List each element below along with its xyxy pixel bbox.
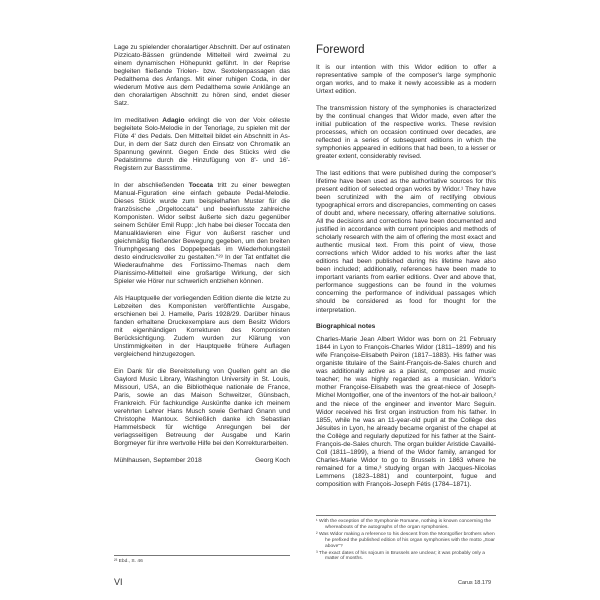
adagio-text: erklingt die von der Voix céleste begleitete Solo-Melodie in der Tenorlage, zu spielen mit der Flûte 4' des Pedals. Den Mittelteil bildet ein Abschnitt in As-Dur, in dem der Satz durch den Einsatz von Chromatik an Spannung gewinnt. Gegen Ende des Stücks wird die Pedalstimme durch die Hinzufügung von 8'- und 16'-Registern zur Bassstimme. bbox=[114, 116, 290, 173]
toccata-intro: In der abschließenden bbox=[114, 181, 189, 189]
left-column bbox=[114, 44, 290, 465]
left-paragraph-adagio bbox=[114, 117, 290, 173]
right-footnotes bbox=[316, 515, 496, 563]
adagio-title: Adagio bbox=[162, 116, 185, 124]
left-footnotes bbox=[114, 555, 290, 565]
left-paragraph-toccata bbox=[114, 182, 290, 287]
right-column bbox=[316, 44, 496, 498]
left-paragraph-sources: Als Hauptquelle der vorliegenden Edition diente die letzte zu Lebzeiten des Komponisten veröffentlichte Ausgabe, erschienen bei J. Hamelle, Paris 1928/29. Darüber hinaus fanden erhaltene Druckexemplare aus dem Besitz Widors mit eigenhändigen Korrekturen des Komponisten Berücksichtigung. Zudem wurden zur Klärung von Unstimmigkeiten in der Hauptquelle frühere Auflagen vergleichend hinzugezogen. bbox=[114, 295, 290, 359]
left-paragraph-1: Lage zu spielender choralartiger Abschnitt. Der auf ostinaten Pizzicato-Bässen gründende Mittelteil wird zweimal zu einem dynamischen Höhepunkt geführt. In der Reprise begleiten fließende Triolen- bzw. Sextolenpassagen das Pedalthema des Anfangs. Mit einer ruhigen Coda, in der wiederum Motive aus dem Pedalthema sowie Anklänge an den choralartigen Abschnitt zu hören sind, endet dieser Satz. bbox=[114, 44, 290, 108]
right-paragraph-biography: Charles-Marie Jean Albert Widor was born on 21 February 1844 in Lyon to François-Charles Widor (1811–1899) and his wife Françoise-Elisabeth Peiron (1817–1883). His father was organiste titulaire of the Saint-François-de-Sales church and was additionally active as a pianist, composer and music teacher; he was highly regarded as a musician. Widor's mother Françoise-Elisabeth was the great-niece of Joseph-Michel Montgolfier, one of the inventors of the hot-air balloon,² and the niece of the engineer and inventor Marc Seguin. Widor received his first organ instruction from his father. In 1855, while he was an 11-year-old pupil at the Collège des Jésuites in Lyon, he already became organist of the chapel at the Collège and regularly deputized for his father at the Saint-François-de-Sales church. The organ builder Aristide Cavaillé-Coll (1811–1899), a friend of the Widor family, arranged for Charles-Marie Widor to go to Brussels in 1863 where he remained for a time,³ studying organ with Jacques-Nicolas Lemmens (1823–1881) and counterpoint, fugue and composition with François-Joseph Fétis (1784–1871). bbox=[316, 336, 497, 488]
foreword-heading: Foreword bbox=[316, 44, 365, 56]
catalog-number: Carus 18.179 bbox=[458, 580, 492, 586]
biographical-notes-heading: Biographical notes bbox=[316, 323, 376, 331]
signature-place-date: Mühlhausen, September 2018 bbox=[114, 457, 202, 465]
footnote-1: ¹ With the exception of the Symphonie Romane, nothing is known concerning the whereabouts of the autographs of the organ symphonies. bbox=[316, 519, 492, 530]
toccata-text: tritt zu einer bewegten Manual-Figuration eine einfach gebaute Pedal-Melodie. Dieses Stück wurde zum beispielhaften Muster für die französische „Orgeltoccata" und beeinflusste zahlreiche Komponisten. Widor selbst äußerte sich dazu gegenüber seinem Schüler Emil Rupp: „Ich habe bei dieser Toccata den Manualklavieren eine Figur von äußerst rascher und gleichmäßig fließender Bewegung gegeben, um den breiten Triumphgesang des Doppelpedals im Wiederholungsteil desto eindrucksvoller zu gestalten."²³ In der Tat entfaltet die Wiederaufnahme des Fortissimo-Themas nach dem Pianissimo-Mittelteil eine großartige Wirkung, der sich Spieler wie Hörer nur schwerlich entziehen können. bbox=[114, 181, 290, 286]
right-paragraph-2: The transmission history of the symphonies is characterized by the continual changes that Widor made, even after the initial publication of the respective works. These revision processes, which on occasion continued over decades, are reflected in a series of subsequent editions in which the symphonies appeared in editions that had been, to a lesser or greater extent, considerably revised. bbox=[316, 104, 496, 161]
left-paragraph-thanks: Ein Dank für die Bereitstellung von Quellen geht an die Gaylord Music Library, Washington University in St. Louis, Missouri, USA, an die Bibliothèque nationale de France, Paris, sowie an das Maison Schweitzer, Günsbach, Frankreich. Für fachkundige Auskünfte danke ich meinem verehrten Lehrer Hans Musch sowie Gerhard Gnann und Christophe Mantoux. Schließlich danke ich Sebastian Hammelsbeck für wichtige Anregungen bei der verlagsseitigen Betreuung der Ausgabe und Karin Borgmeyer für ihre wertvolle Hilfe bei den Korrekturarbeiten. bbox=[114, 368, 290, 448]
toccata-title: Toccata bbox=[188, 181, 213, 189]
right-paragraph-1: It is our intention with this Widor edition to offer a representative sample of the composer's large symphonic organ works, and to make it newly accessible as a modern Urtext edition. bbox=[316, 64, 496, 96]
signature-line bbox=[114, 457, 290, 465]
adagio-intro: Im meditativen bbox=[114, 116, 163, 124]
right-paragraph-3: The last editions that were published during the composer's lifetime have been used as the authoritative sources for this present edition of selected organ works by Widor.¹ They have been scrutinized with the aim of rectifying obvious typographical errors and discrepancies, commenting on cases of doubt and, where necessary, offering alternative solutions. All the decisions and corrections have been documented and justified in accordance with current principles and methods of scholarly research with the aim of offering the most exact and authentic musical text. From this point of view, those corrections which Widor added to his works after the last editions had been published during his lifetime have also been included; additionally, references have been made to important variants from earlier editions. Over and above that, performance suggestions can be found in the volumes concerning the performance of individual passages which should be considered as food for thought for the interpretation. bbox=[316, 169, 496, 314]
footnote-3: ³ The exact dates of his sojourn in Brussels are unclear; it was probably only a matter of months. bbox=[316, 550, 485, 562]
signature-author: Georg Koch bbox=[255, 457, 290, 465]
footnote-2: ² Was Widor making a reference to his descent from the Montgolfier brothers when he prefixed the published edition of his organ symphonies with the motto „Soar above"? bbox=[316, 531, 495, 549]
footnote-23: ²³ Ebd., S. 46 bbox=[114, 559, 143, 564]
page-number: VI bbox=[114, 577, 123, 587]
